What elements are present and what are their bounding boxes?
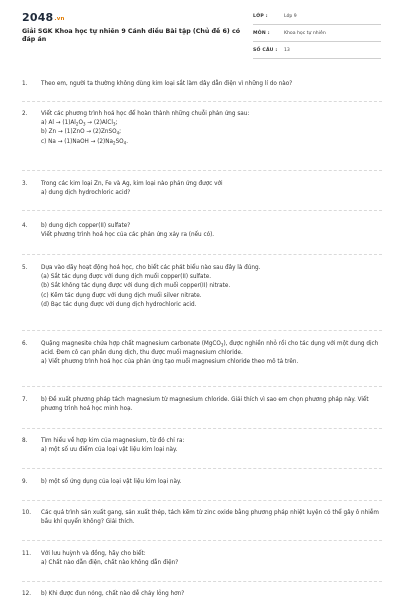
divider — [22, 210, 382, 211]
question-text: Dựa vào dãy hoạt động hoá học, cho biết các phát biểu nào sau đây là đúng. — [41, 265, 261, 271]
reaction-chain-b: b) Zn → (1)ZnO → (2)ZnSO$_4$; — [41, 129, 122, 136]
option-d: (d) Bạc tác dụng được với dung dịch hydrochloric acid. — [41, 301, 197, 308]
question-text: a) dung dịch hydrochloric acid? — [41, 190, 131, 197]
meta-value: 13 — [284, 48, 290, 53]
site-logo[interactable] — [22, 11, 65, 24]
question-item — [22, 396, 382, 414]
divider — [22, 254, 382, 255]
question-number: 3. — [22, 181, 28, 187]
question-text: Với lưu huỳnh và đồng, hãy cho biết: — [41, 551, 146, 557]
question-text: b) dung dịch copper(II) sulfate? — [41, 223, 131, 229]
question-item — [22, 478, 382, 487]
question-text: Tìm hiểu về hợp kim của magnesium, từ đó chỉ ra: — [41, 438, 185, 444]
question-text: Theo em, người ta thường không dùng kim loại sắt làm dây dẫn điện vì những lí do nào? — [41, 81, 293, 87]
question-item — [22, 509, 382, 527]
question-item — [22, 437, 382, 455]
question-item — [22, 180, 382, 198]
meta-label: SỐ CÂU : — [253, 48, 278, 53]
option-b: (b) Sắt không tác dụng được với dung dịch muối copper(II) nitrate. — [41, 283, 231, 290]
divider — [22, 330, 382, 331]
meta-panel — [253, 13, 381, 64]
question-item — [22, 264, 382, 310]
question-number: 4. — [22, 223, 28, 229]
question-item — [22, 110, 382, 147]
divider — [22, 468, 382, 469]
question-text: b) Đề xuất phương pháp tách magnesium từ magnesium chloride. Giải thích vì sao em chọn phương pháp này. Viết phương trình hoá học minh hoạ. — [41, 397, 369, 413]
question-text: Viết phương trình hoá học của các phản ứng xảy ra (nếu có). — [41, 232, 215, 239]
divider — [22, 170, 382, 171]
question-text: Quặng magnesite chứa hợp chất magnesium carbonate (MgCO$_3$), được nghiền nhỏ rồi cho tác dụng với một dung dịch acid. Đem cô cạn phần dung dịch, thu được muối magnesium chloride. — [41, 341, 379, 357]
question-text: Viết các phương trình hoá học để hoàn thành những chuỗi phản ứng sau: — [41, 111, 250, 117]
question-number: 12. — [22, 591, 32, 597]
divider — [22, 581, 382, 582]
reaction-chain-c: c) Na → (1)NaOH → $(2)Na_2SO_4$. — [41, 138, 129, 146]
question-number: 6. — [22, 341, 28, 347]
question-number: 10. — [22, 510, 32, 516]
question-text: a) Viết phương trình hoá học của phản ứng tạo muối magnesium chloride theo mô tả trên. — [41, 359, 299, 366]
question-item — [22, 80, 382, 89]
question-number: 9. — [22, 479, 28, 485]
divider — [22, 101, 382, 102]
document-title: Giải SGK Khoa học tự nhiên 9 Cánh diều Bài tập (Chủ đề 6) có đáp án — [22, 28, 241, 44]
option-c: (c) Kẽm tác dụng được với dung dịch muối silver nitrate. — [41, 292, 202, 299]
divider — [22, 386, 382, 387]
logo-text: 2048 — [22, 11, 54, 24]
question-item — [22, 222, 382, 240]
question-number: 2. — [22, 111, 28, 117]
logo-tld: .vn — [54, 16, 65, 22]
meta-row-subject — [253, 30, 381, 42]
question-text: a) Chất nào dẫn điện, chất nào không dẫn điện? — [41, 560, 179, 567]
divider — [22, 540, 382, 541]
divider — [22, 428, 382, 429]
question-text: Trong các kim loại Zn, Fe và Ag, kim loại nào phản ứng được với — [41, 181, 223, 187]
question-item — [22, 340, 382, 368]
question-text: Các quá trình sản xuất gang, sản xuất thép, tách kẽm từ zinc oxide bằng phương pháp nhiệt luyện có thể gây ô nhiễm bầu khí quyển không? Giải thích. — [41, 510, 379, 526]
meta-row-class — [253, 13, 381, 25]
question-text: b) một số ứng dụng của loại vật liệu kim loại này. — [41, 479, 182, 485]
question-item — [22, 550, 382, 568]
divider — [22, 500, 382, 501]
question-number: 1. — [22, 81, 28, 87]
question-number: 5. — [22, 265, 28, 271]
meta-value: Lớp 9 — [284, 14, 297, 19]
question-item — [22, 590, 382, 599]
page-header — [0, 0, 400, 68]
meta-label: LỚP : — [253, 14, 268, 19]
question-text: b) Khi được đun nóng, chất nào dễ chảy lỏng hơn? — [41, 591, 185, 597]
question-number: 7. — [22, 397, 28, 403]
meta-row-count — [253, 47, 381, 59]
meta-label: MÔN : — [253, 31, 270, 36]
question-number: 11. — [22, 551, 32, 557]
reaction-chain-a: a) $Al \to (1)Al_2O_3$ → (2)AlCl$_3$; — [41, 120, 118, 127]
question-number: 8. — [22, 438, 28, 444]
meta-value: Khoa học tự nhiên — [284, 31, 326, 36]
question-text: a) một số ưu điểm của loại vật liệu kim loại này. — [41, 447, 178, 454]
option-a: (a) Sắt tác dụng được với dung dịch muối copper(II) sulfate. — [41, 274, 212, 281]
